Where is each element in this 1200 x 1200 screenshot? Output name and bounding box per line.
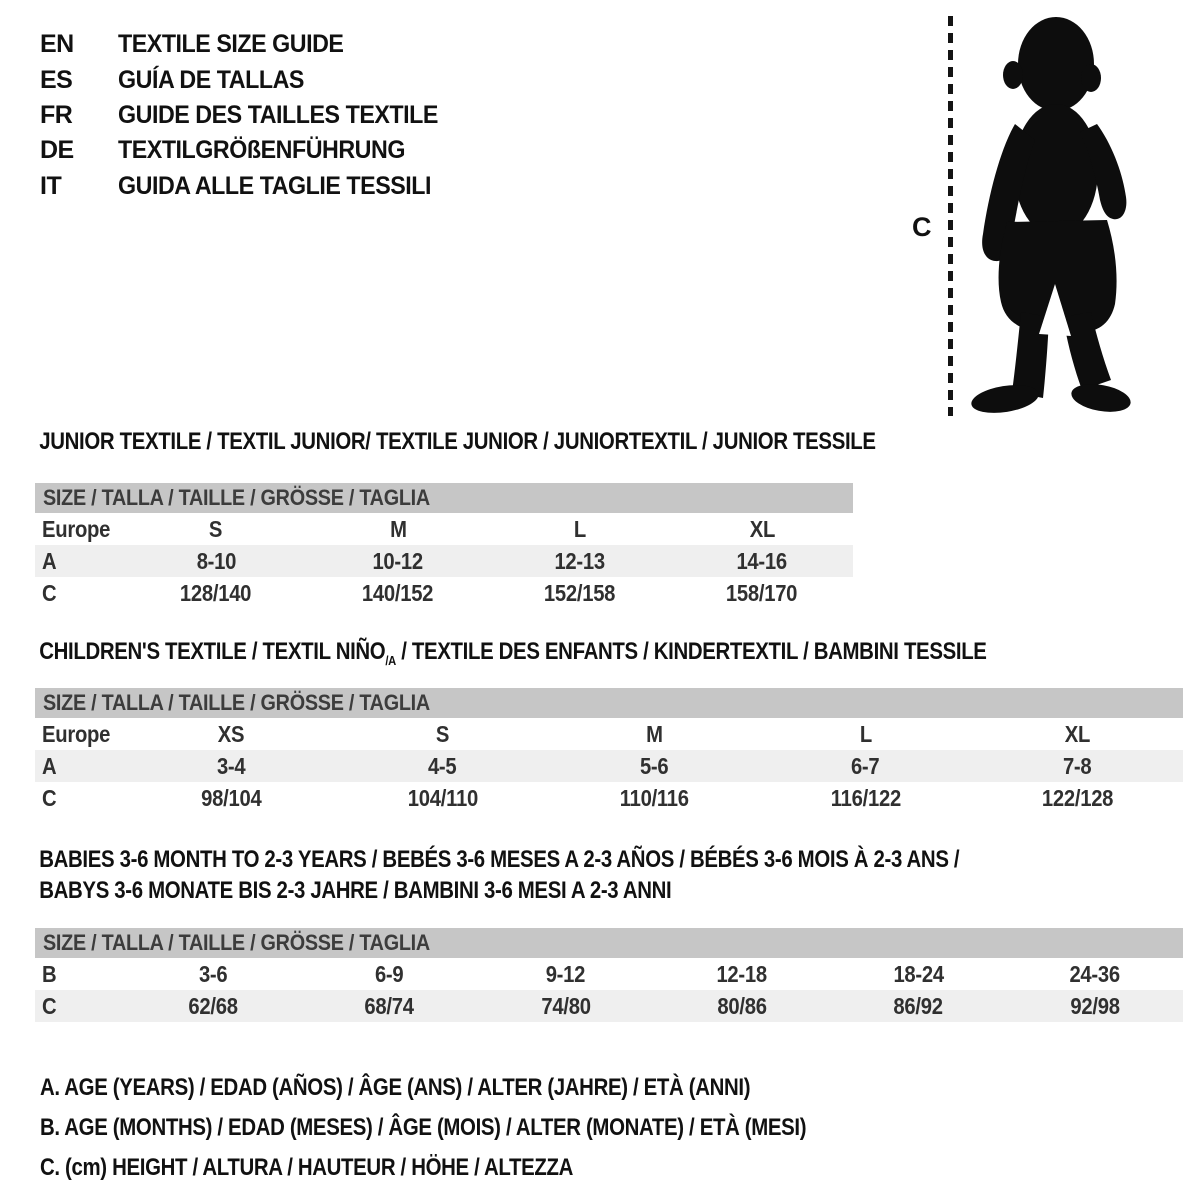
measurement-legend [40,1068,941,1188]
size-header-label: SIZE / TALLA / TAILLE / GRÖSSE / TAGLIA [43,930,430,955]
language-title: TEXTILGRÖßENFÜHRUNG [118,136,405,165]
table-cell [971,785,1183,812]
table-cell-text: 158/170 [726,579,798,606]
table-cell [654,993,830,1020]
table-cell [125,785,337,812]
table-row [35,577,853,609]
row-label-text: C [42,784,57,811]
size-header-bar [35,928,1183,958]
table-cell [830,993,1006,1020]
row-label [35,993,125,1020]
section-babies-textile [35,844,1183,1019]
table-cell-text: 9-12 [546,960,586,987]
table-cell-text: L [859,720,872,747]
table-cell-text: 18-24 [893,960,944,987]
legend-line: B. AGE (MONTHS) / EDAD (MESES) / ÂGE (MOIS) / ALTER (MONATE) / ETÀ (MESI) [40,1114,807,1141]
row-label-text: Europe [42,720,111,747]
table-cell [671,516,853,543]
language-title: TEXTILE SIZE GUIDE [118,30,344,59]
row-label-text: C [42,992,57,1019]
section-title [35,844,1011,906]
table-cell [830,961,1006,988]
table-cell-text: 3-4 [216,752,246,779]
row-label [35,753,125,780]
table-cell-text: 14-16 [736,547,788,574]
size-table [35,718,1183,814]
table-cell-text: XL [749,515,775,542]
table-cell [548,785,760,812]
section-title [35,639,1011,674]
table-cell [489,548,671,575]
table-cell [125,548,307,575]
table-cell [307,548,489,575]
table-cell [971,753,1183,780]
row-label-text: Europe [42,515,111,542]
table-cell [654,961,830,988]
table-cell [760,785,972,812]
table-cell [548,721,760,748]
table-cell [337,753,549,780]
table-cell-text: 5-6 [639,752,669,779]
table-cell-text: 86/92 [893,992,944,1019]
table-cell [489,580,671,607]
section-title-subscript: /A [385,652,396,668]
table-cell [125,721,337,748]
table-cell [760,753,972,780]
language-row [40,27,462,62]
table-row [35,782,1183,814]
table-cell-text: 68/74 [364,992,415,1019]
table-cell [125,580,307,607]
table-cell [1007,961,1183,988]
table-cell [760,721,972,748]
table-cell-text: S [435,720,450,747]
language-row [40,133,462,168]
row-label [35,785,125,812]
table-cell-text: 110/116 [619,784,689,811]
legend-line: A. AGE (YEARS) / EDAD (AÑOS) / ÂGE (ANS) / ALTER (JAHRE) / ETÀ (ANNI) [40,1074,751,1101]
language-row [40,62,462,97]
table-cell [307,516,489,543]
language-code: DE [40,136,74,165]
table-cell-text: 92/98 [1070,992,1120,1019]
table-cell-text: 62/68 [188,992,238,1019]
size-header-label: SIZE / TALLA / TAILLE / GRÖSSE / TAGLIA [43,690,430,715]
table-cell-text: M [645,720,663,747]
table-row [35,513,853,545]
table-cell-text: 8-10 [196,547,236,574]
table-cell [337,721,549,748]
table-cell [337,785,549,812]
table-row [35,718,1183,750]
table-cell-text: 74/80 [541,992,591,1019]
section-title-line: BABYS 3-6 MONATE BIS 2-3 JAHRE / BAMBINI 3-6 MESI A 2-3 ANNI [39,877,672,904]
table-cell-text: 4-5 [428,752,457,779]
table-cell [671,580,853,607]
table-cell-text: 140/152 [362,579,434,606]
height-measure-label: C [912,212,932,242]
language-row [40,98,462,133]
size-table [35,513,853,609]
table-row [35,750,1183,782]
section-childrens-textile [35,638,1183,811]
table-cell-text: S [209,515,223,542]
table-cell-text: XL [1064,720,1090,747]
size-header-bar [35,483,853,513]
table-cell [301,961,477,988]
language-title: GUÍA DE TALLAS [118,65,304,94]
table-cell-text: 24-36 [1069,960,1121,987]
table-cell [125,961,301,988]
table-cell-text: 12-13 [554,547,606,574]
table-cell [478,961,654,988]
table-row [35,990,1183,1022]
table-row [35,545,853,577]
height-measure-dashed-line [948,16,953,416]
row-label [35,721,125,748]
table-cell-text: 3-6 [198,960,228,987]
row-label-text: A [42,752,57,779]
language-code: EN [40,30,74,59]
table-cell-text: M [389,515,407,542]
table-cell [125,753,337,780]
language-code: ES [40,65,73,94]
row-label [35,548,125,575]
table-cell [125,993,301,1020]
language-title: GUIDE DES TAILLES TEXTILE [118,100,438,129]
table-row [35,958,1183,990]
row-label [35,516,125,543]
table-cell [478,993,654,1020]
table-cell-text: 80/86 [717,992,767,1019]
table-cell [548,753,760,780]
row-label-text: B [42,960,57,987]
language-code: FR [40,100,73,129]
table-cell-text: 6-9 [375,960,404,987]
table-cell-text: 98/104 [200,784,261,811]
section-junior-textile [35,428,876,606]
language-list [40,27,462,204]
table-cell-text: 10-12 [372,547,424,574]
legend-line: C. (cm) HEIGHT / ALTURA / HAUTEUR / HÖHE / ALTEZZA [40,1154,574,1181]
table-cell-text: 6-7 [851,752,880,779]
row-label [35,580,125,607]
section-title: JUNIOR TEXTILE / TEXTIL JUNIOR/ TEXTILE JUNIOR / JUNIORTEXTIL / JUNIOR TESSILE [39,428,876,455]
language-row [40,169,462,204]
table-cell-text: 122/128 [1041,784,1113,811]
section-title-line: BABIES 3-6 MONTH TO 2-3 YEARS / BEBÉS 3-6 MESES A 2-3 AÑOS / BÉBÉS 3-6 MOIS À 2-3 ANS / [39,846,960,873]
language-code: IT [40,171,62,200]
size-table [35,958,1183,1022]
table-cell-text: 104/110 [407,784,478,811]
table-cell-text: XS [217,720,245,747]
table-cell-text: L [573,515,587,542]
section-title-text: / TEXTILE DES ENFANTS / KINDERTEXTIL / BAMBINI TESSILE [395,638,987,665]
table-cell-text: 116/122 [830,784,901,811]
row-label-text: A [42,547,57,574]
table-cell [125,516,307,543]
table-cell [301,993,477,1020]
table-cell-text: 128/140 [180,579,252,606]
toddler-silhouette-image [963,12,1137,416]
size-header-bar [35,688,1183,718]
table-cell [489,516,671,543]
row-label-text: C [42,579,57,606]
row-label [35,961,125,988]
table-cell [1007,993,1183,1020]
table-cell [671,548,853,575]
size-header-label: SIZE / TALLA / TAILLE / GRÖSSE / TAGLIA [43,485,430,510]
table-cell [307,580,489,607]
table-cell-text: 152/158 [544,579,616,606]
language-title: GUIDA ALLE TAGLIE TESSILI [118,171,432,200]
table-cell [971,721,1183,748]
table-cell-text: 7-8 [1062,752,1092,779]
table-cell-text: 12-18 [716,960,768,987]
section-title-text: CHILDREN'S TEXTILE / TEXTIL NIÑO [39,638,386,665]
